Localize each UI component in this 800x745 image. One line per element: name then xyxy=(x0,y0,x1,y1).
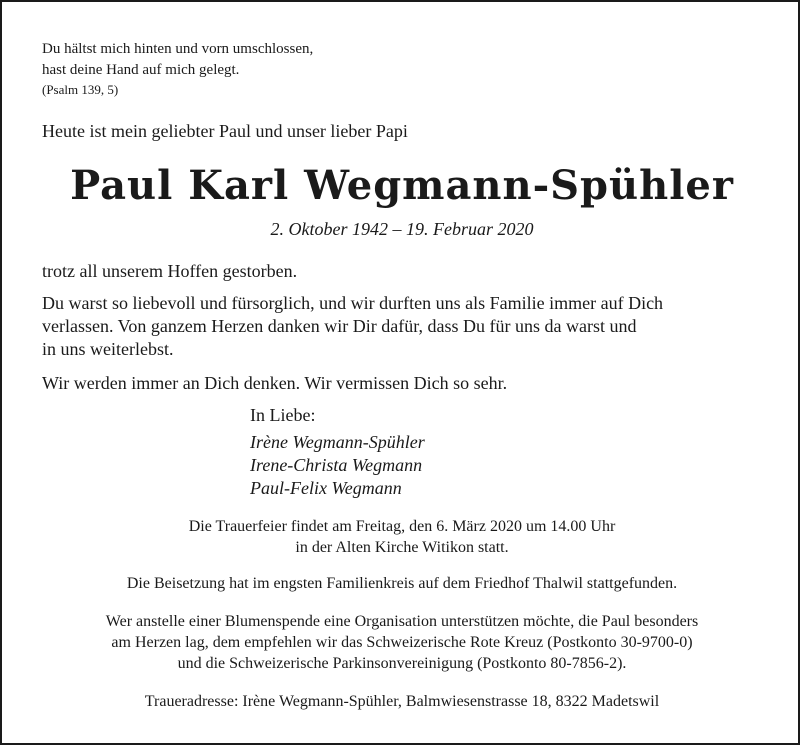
mourning-address: Traueradresse: Irène Wegmann-Spühler, Balmwiesenstrasse 18, 8322 Madetswil xyxy=(144,693,660,710)
tribute-line-3: in uns weiterlebst. xyxy=(42,339,174,359)
verse-line-2: hast deine Hand auf mich gelegt. xyxy=(42,62,240,78)
donations-line-2: am Herzen lag, dem empfehlen wir das Schweizerische Rote Kreuz (Postkonto 30-9700-0) xyxy=(111,634,693,651)
after-name-text: trotz all unserem Hoffen gestorben. xyxy=(42,261,298,281)
verse-line-1: Du hältst mich hinten und vorn umschlossen, xyxy=(42,41,314,57)
funeral-line-2: in der Alten Kirche Witikon statt. xyxy=(295,539,509,556)
tribute-line-2: verlassen. Von ganzem Herzen danken wir Dir dafür, dass Du für uns da warst und xyxy=(42,316,637,336)
mourner-name: Irene-Christa Wegmann xyxy=(250,455,423,475)
life-dates: 2. Oktober 1942 – 19. Februar 2020 xyxy=(270,219,534,239)
burial-text: Die Beisetzung hat im engsten Familienkreis auf dem Friedhof Thalwil stattgefunden. xyxy=(126,575,678,592)
remembrance-text: Wir werden immer an Dich denken. Wir vermissen Dich so sehr. xyxy=(42,373,508,393)
in-love-label: In Liebe: xyxy=(250,405,316,425)
mourner-name: Irène Wegmann-Spühler xyxy=(250,432,425,452)
tribute-line-1: Du warst so liebevoll und fürsorglich, und wir durften uns als Familie immer auf Dich xyxy=(42,293,664,313)
mourner-name: Paul-Felix Wegmann xyxy=(250,478,402,498)
funeral-line-1: Die Trauerfeier findet am Freitag, den 6. März 2020 um 14.00 Uhr xyxy=(188,518,616,535)
verse-reference: (Psalm 139, 5) xyxy=(42,82,119,97)
deceased-name: Paul Karl Wegmann-Spühler xyxy=(70,162,734,209)
donations-line-1: Wer anstelle einer Blumenspende eine Organisation unterstützen möchte, die Paul besonders xyxy=(105,613,699,630)
donations-line-3: und die Schweizerische Parkinsonvereinigung (Postkonto 80-7856-2). xyxy=(177,655,627,672)
intro-text: Heute ist mein geliebter Paul und unser lieber Papi xyxy=(42,121,408,141)
